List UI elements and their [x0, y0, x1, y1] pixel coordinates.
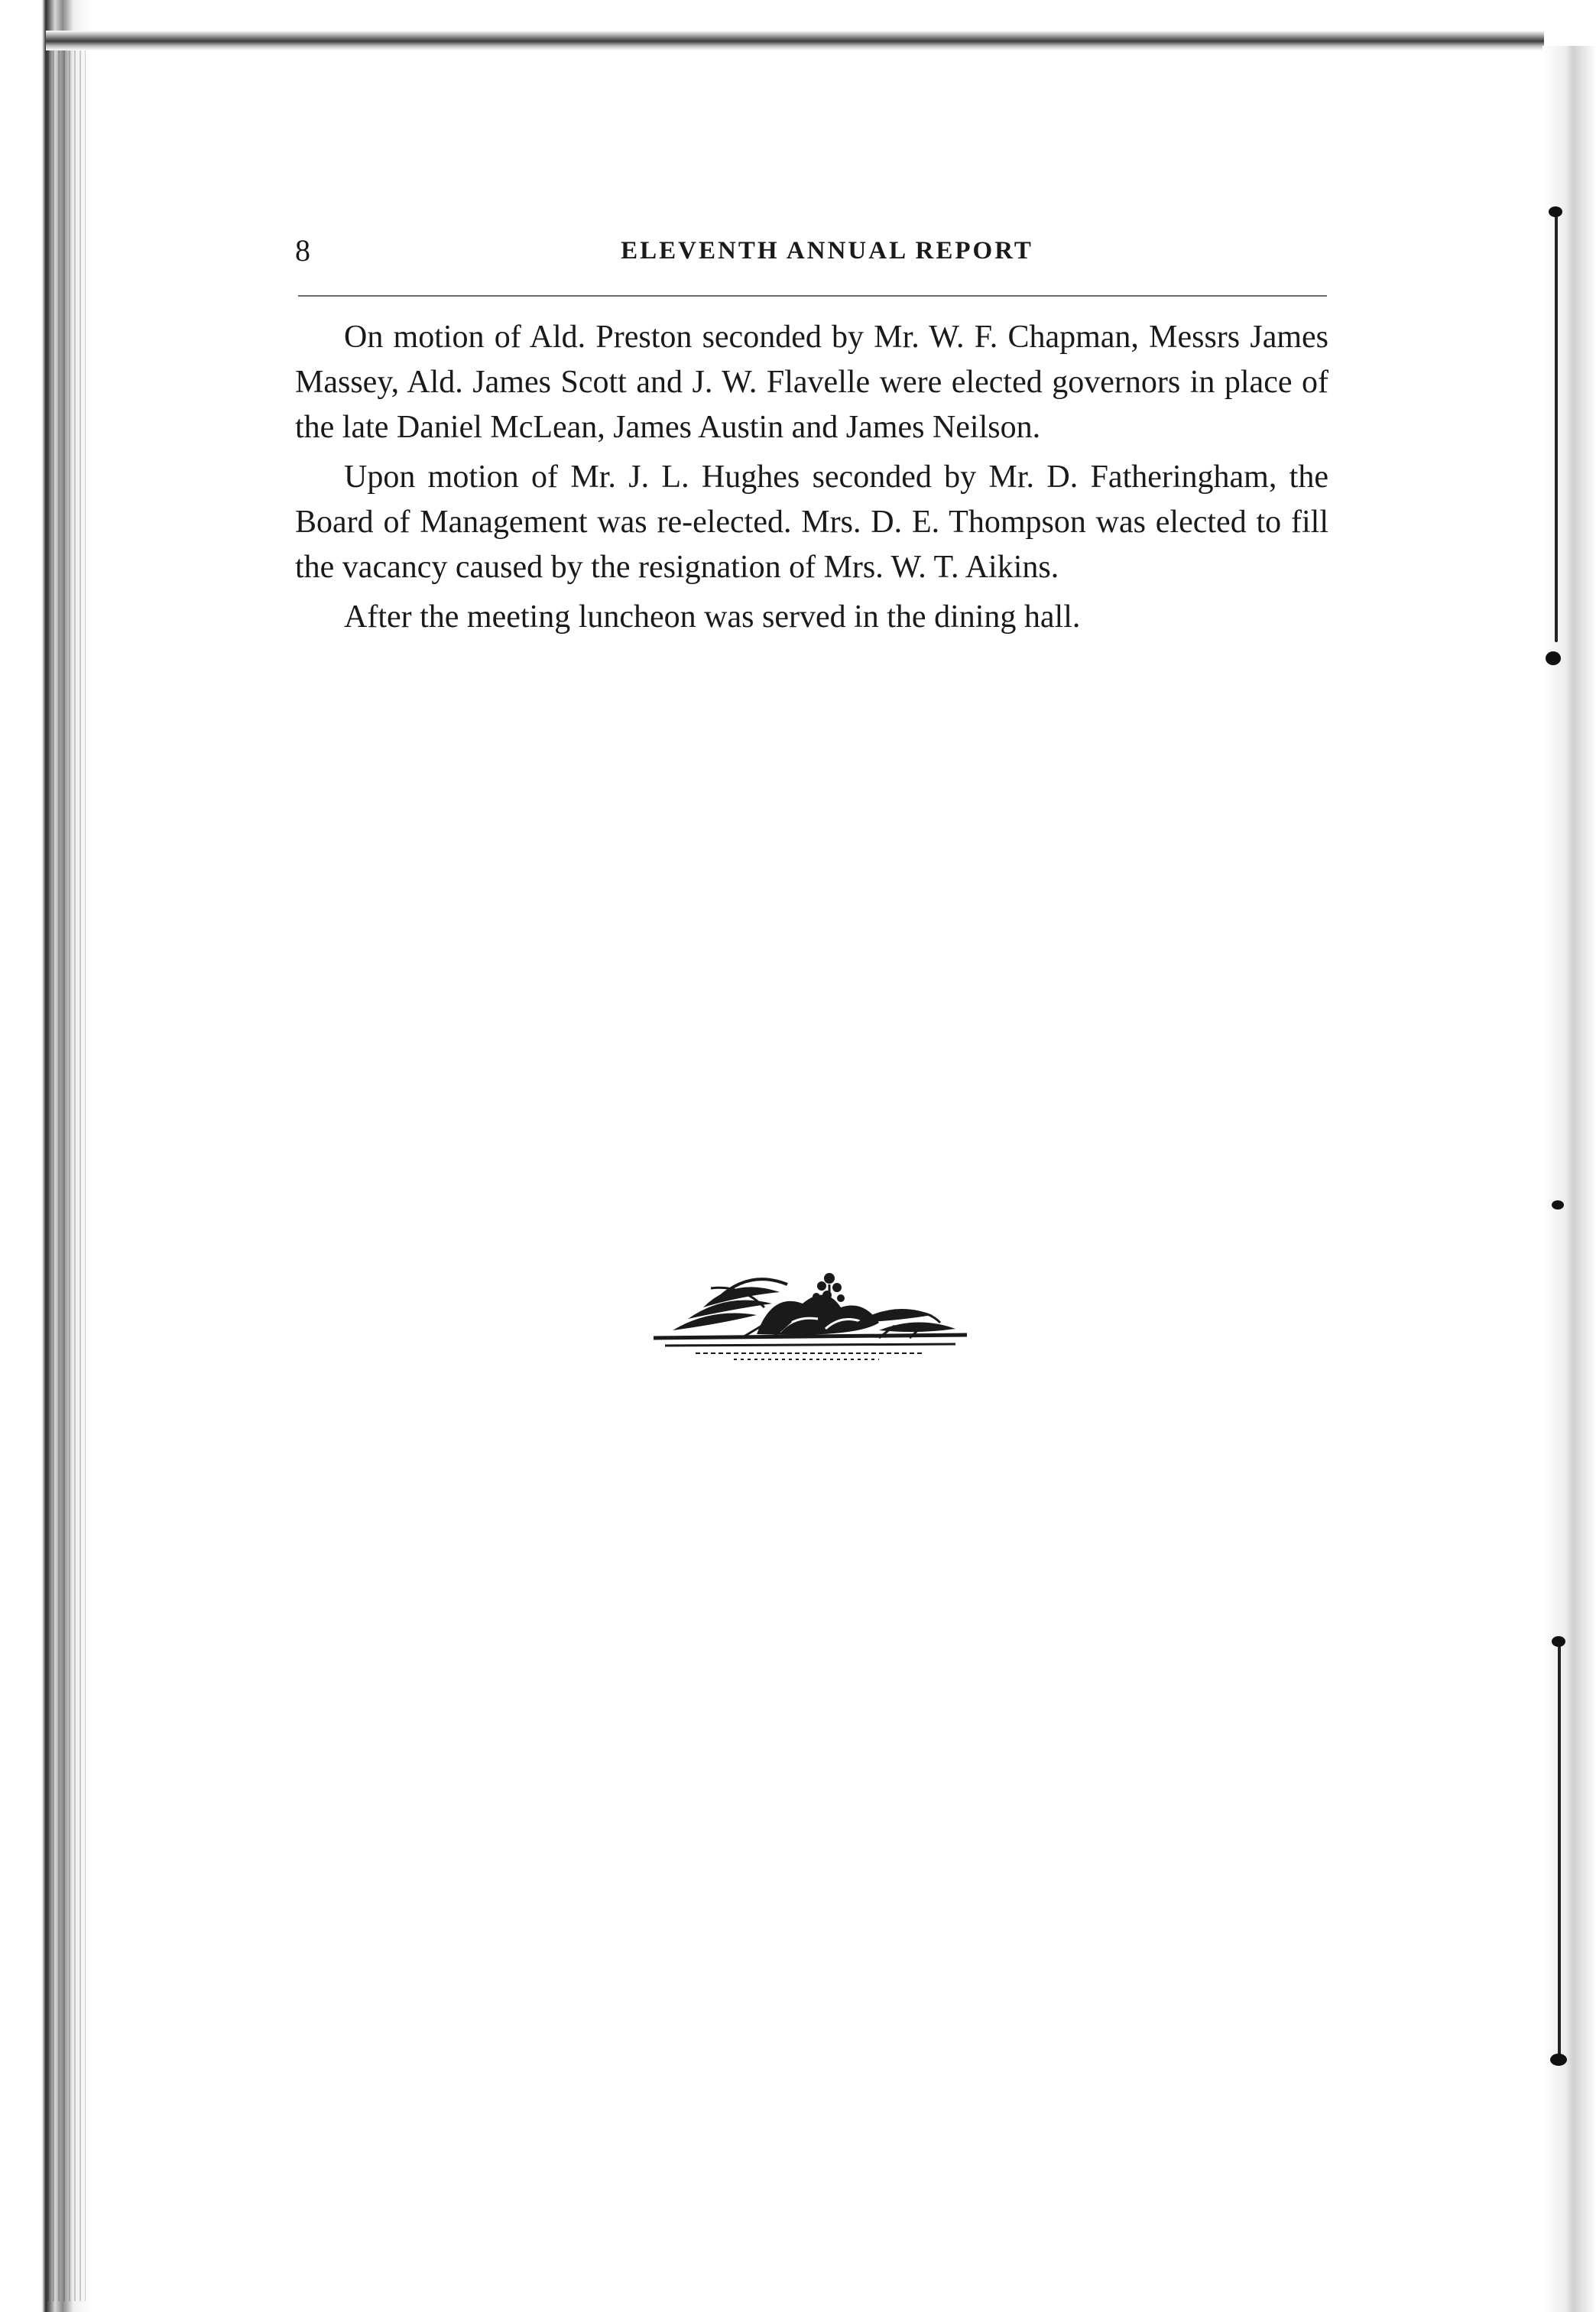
scan-page-stack — [47, 46, 86, 2301]
running-title: ELEVENTH ANNUAL REPORT — [621, 237, 1033, 265]
scan-top-edge — [46, 31, 1544, 50]
binding-mark — [1555, 214, 1558, 642]
paragraph: On motion of Ald. Preston seconded by Mr. W. F. Chapman, Messrs James Massey, Ald. James Scott and J. W. Flavelle were elected governors in place of the late Daniel McLean, James Austin and James Neilson. — [295, 320, 1328, 445]
paragraph: Upon motion of Mr. J. L. Hughes seconded by Mr. D. Fatheringham, the Board of Management was re-elected. Mrs. D. E. Thompson was elected to fill the vacancy caused by the resignation of Mrs. W. T. Aikins. — [295, 459, 1328, 585]
body-text — [295, 315, 1328, 645]
binding-clip — [1552, 1200, 1564, 1210]
binding-clip — [1549, 206, 1562, 217]
binding-mark — [1558, 1644, 1561, 2057]
binding-clip — [1552, 1636, 1565, 1647]
scan-right-edge — [1542, 46, 1596, 2312]
paragraph: After the meeting luncheon was served in the dining hall. — [344, 599, 1081, 635]
binding-clip — [1550, 2054, 1567, 2066]
binding-clip — [1546, 651, 1561, 665]
header-rule — [298, 295, 1327, 297]
running-head — [295, 229, 1328, 272]
floral-tailpiece-icon — [650, 1262, 971, 1376]
page-number: 8 — [295, 233, 310, 268]
